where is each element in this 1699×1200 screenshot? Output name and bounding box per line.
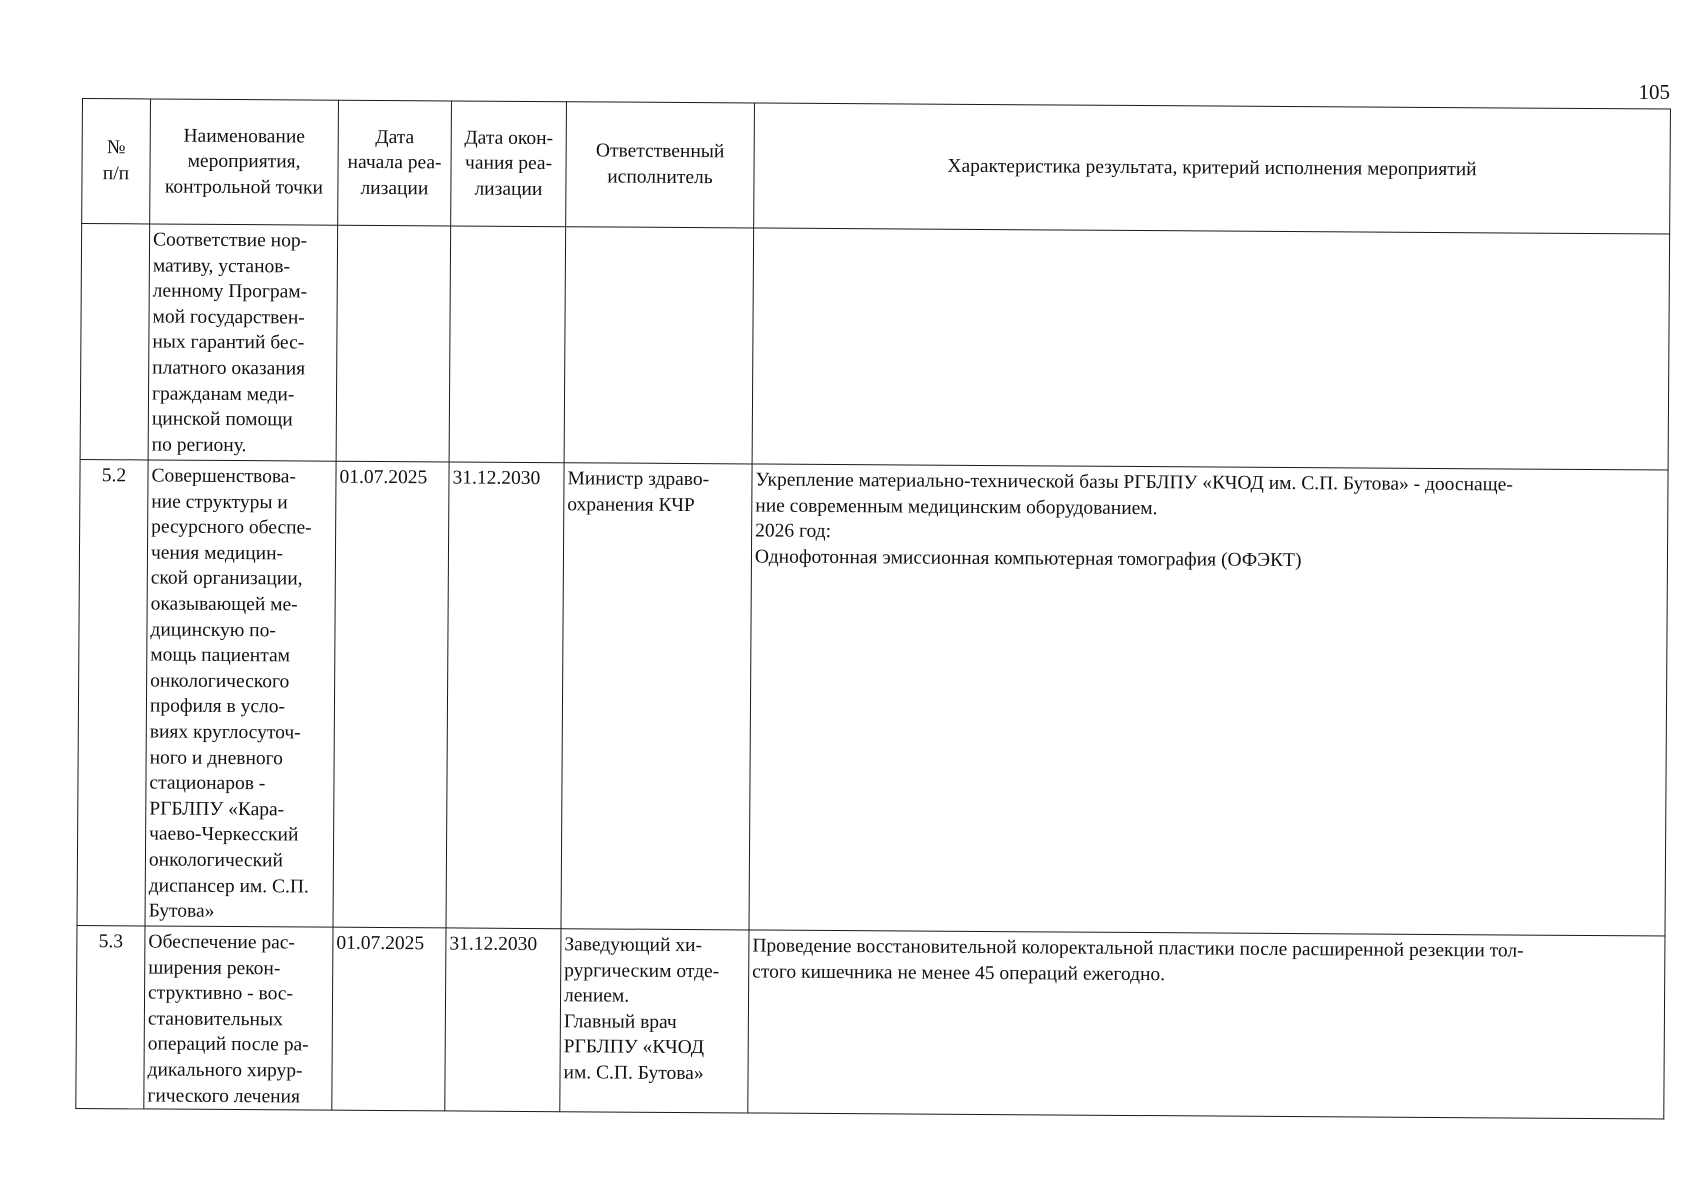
row-result: Проведение восстановительной колоректальной пластики после расширенной резекции тол- стого кишечника не менее 45 операций ежегодно. bbox=[748, 930, 1665, 1119]
row-number: 5.3 bbox=[76, 925, 145, 1109]
measures-table bbox=[75, 98, 1671, 1120]
row-start-date bbox=[336, 225, 451, 462]
row-result: Укрепление материально-технической базы РГБЛПУ «КЧОД им. С.П. Бутова» - дооснаще- ние современным медицинским оборудованием. 2026 год: Однофотонная эмиссионная компьютерная томография (ОФЭКТ) bbox=[749, 464, 1668, 936]
row-number bbox=[80, 224, 150, 460]
header-start-date: Дата начала реа- лизации bbox=[338, 100, 452, 226]
row-start-date: 01.07.2025 bbox=[333, 461, 449, 928]
row-end-date bbox=[449, 226, 566, 463]
row-end-date: 31.12.2030 bbox=[445, 928, 561, 1112]
row-number: 5.2 bbox=[77, 459, 148, 925]
table-row bbox=[76, 925, 1665, 1119]
row-name: Обеспечение рас- ширения рекон- структивно - вос- становительных операций после ра- дикального хирур- гического лечения bbox=[144, 926, 333, 1110]
page-number: 105 bbox=[1638, 80, 1670, 104]
header-name: Наименование мероприятия, контрольной точки bbox=[150, 99, 339, 225]
table-row bbox=[77, 459, 1668, 936]
header-number: № п/п bbox=[82, 99, 151, 224]
header-end-date: Дата окон- чания реа- лизации bbox=[451, 101, 567, 227]
row-result bbox=[752, 228, 1670, 470]
header-row bbox=[82, 99, 1671, 235]
row-responsible: Министр здраво- охранения КЧР bbox=[561, 463, 752, 930]
header-result: Характеристика результата, критерий исполнения мероприятий bbox=[754, 103, 1671, 234]
row-name: Совершенствова- ние структуры и ресурсного обеспе- чения медицин- ской организации, оказывающей ме- дицинскую по- мощь пациентам онкологического профиля в усло- виях круглосуточ- ного и дневного стационаров - РГБЛПУ «Кара- чаево-Черкесский онкологический диспансер им. С.П. Бутова» bbox=[145, 460, 336, 927]
row-responsible: Заведующий хи- рургическим отде- лением. Главный врач РГБЛПУ «КЧОД им. С.П. Бутова» bbox=[560, 929, 749, 1113]
row-end-date: 31.12.2030 bbox=[446, 462, 564, 929]
row-start-date: 01.07.2025 bbox=[332, 927, 446, 1111]
row-responsible bbox=[564, 227, 754, 464]
row-name: Соответствие нор- мативу, установ- ленному Програм- мой государствен- ных гарантий бес- платного оказания гражданам меди- цинской помощи по региону. bbox=[148, 224, 338, 461]
header-responsible: Ответственный исполнитель bbox=[566, 102, 755, 228]
table-row bbox=[80, 224, 1670, 471]
